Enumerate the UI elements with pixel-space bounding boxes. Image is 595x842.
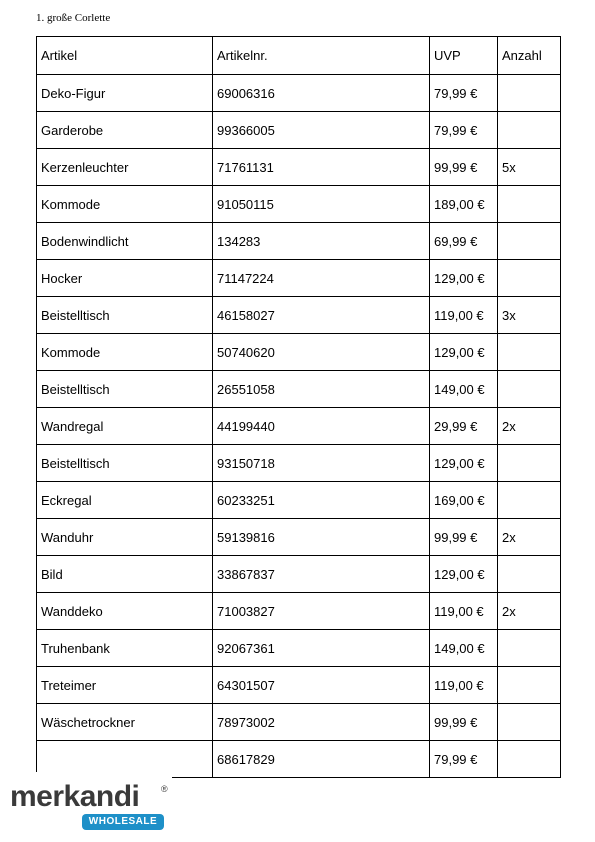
cell-article: Beistelltisch bbox=[37, 297, 213, 334]
cell-article: Beistelltisch bbox=[37, 371, 213, 408]
table-row bbox=[37, 556, 561, 593]
cell-quantity: 5x bbox=[498, 149, 561, 186]
table-row bbox=[37, 519, 561, 556]
cell-quantity bbox=[498, 334, 561, 371]
cell-article: Deko-Figur bbox=[37, 75, 213, 112]
cell-article: Hocker bbox=[37, 260, 213, 297]
cell-quantity bbox=[498, 260, 561, 297]
cell-rrp: 169,00 € bbox=[430, 482, 498, 519]
cell-article: Bild bbox=[37, 556, 213, 593]
header-quantity: Anzahl bbox=[498, 37, 561, 75]
cell-rrp: 69,99 € bbox=[430, 223, 498, 260]
cell-article-number: 91050115 bbox=[213, 186, 430, 223]
cell-quantity bbox=[498, 741, 561, 778]
table-header-row bbox=[37, 37, 561, 75]
cell-quantity bbox=[498, 186, 561, 223]
cell-article-number: 64301507 bbox=[213, 667, 430, 704]
table-row bbox=[37, 75, 561, 112]
header-article: Artikel bbox=[37, 37, 213, 75]
cell-rrp: 129,00 € bbox=[430, 260, 498, 297]
table-row bbox=[37, 223, 561, 260]
cell-quantity bbox=[498, 482, 561, 519]
cell-quantity bbox=[498, 704, 561, 741]
cell-article: Treteimer bbox=[37, 667, 213, 704]
cell-article: Beistelltisch bbox=[37, 445, 213, 482]
cell-article-number: 26551058 bbox=[213, 371, 430, 408]
cell-quantity bbox=[498, 445, 561, 482]
cell-article-number: 71147224 bbox=[213, 260, 430, 297]
table-row bbox=[37, 260, 561, 297]
table-row bbox=[37, 482, 561, 519]
merkandi-logo bbox=[4, 772, 172, 834]
cell-quantity: 2x bbox=[498, 593, 561, 630]
cell-article-number: 44199440 bbox=[213, 408, 430, 445]
cell-article: Kerzenleuchter bbox=[37, 149, 213, 186]
table-row bbox=[37, 186, 561, 223]
cell-quantity bbox=[498, 75, 561, 112]
cell-quantity bbox=[498, 223, 561, 260]
table-row bbox=[37, 371, 561, 408]
cell-quantity bbox=[498, 630, 561, 667]
cell-article: Wäschetrockner bbox=[37, 704, 213, 741]
cell-article: Bodenwindlicht bbox=[37, 223, 213, 260]
table-row bbox=[37, 334, 561, 371]
logo-wordmark: merkandi bbox=[10, 780, 140, 813]
cell-article: Kommode bbox=[37, 186, 213, 223]
cell-article-number: 33867837 bbox=[213, 556, 430, 593]
table-row bbox=[37, 297, 561, 334]
cell-article-number: 59139816 bbox=[213, 519, 430, 556]
cell-rrp: 149,00 € bbox=[430, 371, 498, 408]
cell-rrp: 129,00 € bbox=[430, 556, 498, 593]
cell-quantity: 2x bbox=[498, 519, 561, 556]
cell-article-number: 134283 bbox=[213, 223, 430, 260]
cell-rrp: 79,99 € bbox=[430, 75, 498, 112]
cell-article: Eckregal bbox=[37, 482, 213, 519]
cell-article-number: 78973002 bbox=[213, 704, 430, 741]
cell-article: Wanduhr bbox=[37, 519, 213, 556]
cell-article: Truhenbank bbox=[37, 630, 213, 667]
cell-quantity bbox=[498, 556, 561, 593]
cell-rrp: 129,00 € bbox=[430, 445, 498, 482]
cell-quantity: 3x bbox=[498, 297, 561, 334]
table-row bbox=[37, 593, 561, 630]
cell-article: Garderobe bbox=[37, 112, 213, 149]
cell-article-number: 68617829 bbox=[213, 741, 430, 778]
cell-rrp: 99,99 € bbox=[430, 519, 498, 556]
cell-article-number: 71003827 bbox=[213, 593, 430, 630]
cell-article-number: 69006316 bbox=[213, 75, 430, 112]
cell-rrp: 99,99 € bbox=[430, 704, 498, 741]
table-row bbox=[37, 704, 561, 741]
cell-rrp: 29,99 € bbox=[430, 408, 498, 445]
table-row bbox=[37, 630, 561, 667]
cell-quantity bbox=[498, 667, 561, 704]
cell-rrp: 79,99 € bbox=[430, 741, 498, 778]
cell-article: Wandregal bbox=[37, 408, 213, 445]
cell-rrp: 119,00 € bbox=[430, 667, 498, 704]
cell-article-number: 46158027 bbox=[213, 297, 430, 334]
cell-article: Kommode bbox=[37, 334, 213, 371]
cell-article-number: 93150718 bbox=[213, 445, 430, 482]
cell-rrp: 129,00 € bbox=[430, 334, 498, 371]
logo-badge: WHOLESALE bbox=[82, 814, 164, 830]
cell-article-number: 71761131 bbox=[213, 149, 430, 186]
cell-quantity bbox=[498, 112, 561, 149]
table-row bbox=[37, 112, 561, 149]
cell-article-number: 99366005 bbox=[213, 112, 430, 149]
cell-article-number: 50740620 bbox=[213, 334, 430, 371]
table-row bbox=[37, 149, 561, 186]
header-rrp: UVP bbox=[430, 37, 498, 75]
cell-rrp: 189,00 € bbox=[430, 186, 498, 223]
cell-rrp: 119,00 € bbox=[430, 297, 498, 334]
cell-article: Wanddeko bbox=[37, 593, 213, 630]
table-row bbox=[37, 408, 561, 445]
cell-rrp: 99,99 € bbox=[430, 149, 498, 186]
cell-article-number: 60233251 bbox=[213, 482, 430, 519]
table-row bbox=[37, 667, 561, 704]
article-table bbox=[36, 36, 561, 778]
cell-quantity: 2x bbox=[498, 408, 561, 445]
logo-registered-mark: ® bbox=[161, 784, 168, 794]
cell-rrp: 149,00 € bbox=[430, 630, 498, 667]
cell-quantity bbox=[498, 371, 561, 408]
page-heading: 1. große Corlette bbox=[36, 12, 111, 24]
table-row bbox=[37, 445, 561, 482]
header-article-number: Artikelnr. bbox=[213, 37, 430, 75]
cell-rrp: 119,00 € bbox=[430, 593, 498, 630]
cell-article-number: 92067361 bbox=[213, 630, 430, 667]
cell-rrp: 79,99 € bbox=[430, 112, 498, 149]
